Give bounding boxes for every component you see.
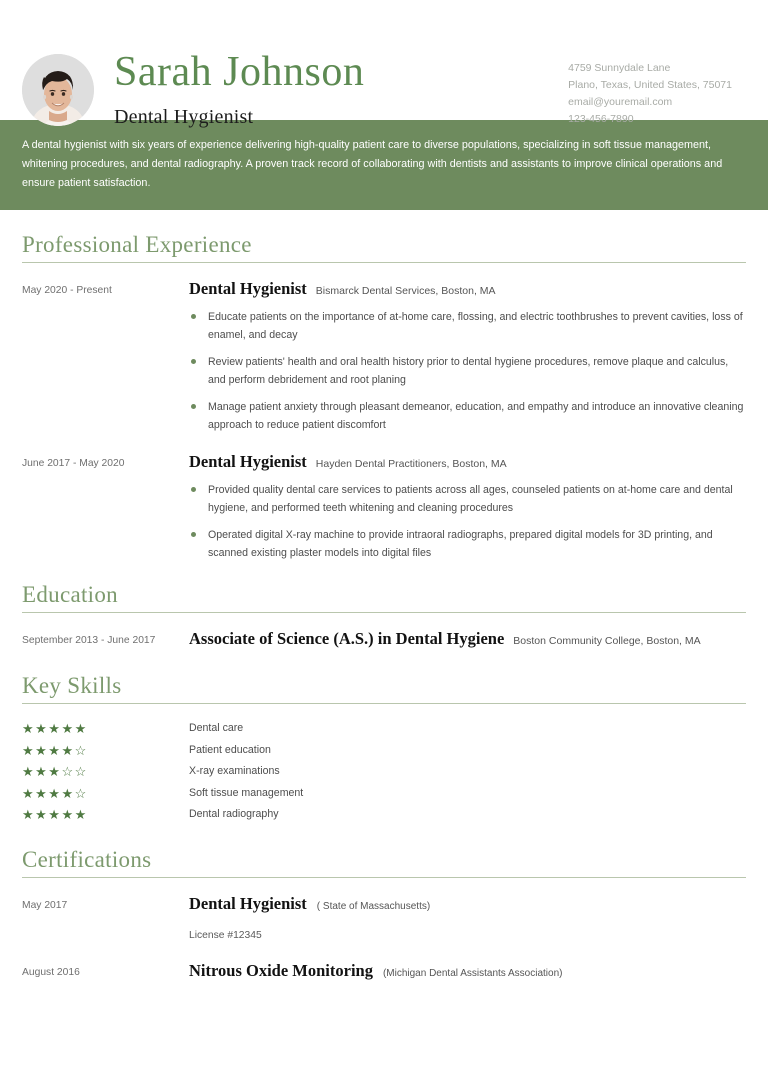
experience-dates: June 2017 - May 2020 xyxy=(22,458,125,469)
experience-entry xyxy=(22,434,746,562)
skill-item xyxy=(22,783,746,805)
profile-photo-illustration xyxy=(22,54,94,126)
certification-issuer: ( State of Massachusetts) xyxy=(316,900,431,912)
certification-name: Nitrous Oxide Monitoring xyxy=(189,960,373,980)
bullet-dot-icon xyxy=(191,404,196,409)
experience-bullets xyxy=(189,481,746,562)
star-rating-icon: ★★★★☆ xyxy=(22,742,88,758)
bullet-text: Educate patients on the importance of at-home care, flossing, and electric toothbrushes to prevent cavities, loss of enamel, and decay xyxy=(208,311,743,341)
bullet-dot-icon xyxy=(191,487,196,492)
section-key-skills xyxy=(0,651,768,826)
bullet-text: Review patients' health and oral health history prior to dental hygiene procedures, remove plaque and calculus, and perform debridement and root planing xyxy=(208,356,729,386)
profile-photo xyxy=(22,54,94,126)
education-degree: Associate of Science (A.S.) in Dental Hygiene xyxy=(189,629,505,648)
experience-company: Bismarck Dental Services, Boston, MA xyxy=(315,285,496,297)
star-rating-icon: ★★★★★ xyxy=(22,807,88,822)
education-entry xyxy=(22,613,746,651)
skill-label: Dental care xyxy=(189,722,244,734)
skill-label: X-ray examinations xyxy=(189,765,280,777)
list-item xyxy=(189,526,746,562)
bullet-dot-icon xyxy=(191,359,196,364)
section-professional-experience xyxy=(0,210,768,562)
job-title: Dental Hygienist xyxy=(114,106,254,128)
summary-band: A dental hygienist with six years of experience delivering high-quality patient care to diverse populations, specializing in soft tissue management, whitening procedures, and dental radiography. A proven track record of collaborating with dentists and assistants to improve clinical operations and ensure patient satisfaction. xyxy=(0,120,768,210)
section-education xyxy=(0,562,768,651)
section-certifications xyxy=(0,826,768,984)
section-heading-certifications: Certifications xyxy=(22,846,746,878)
skills-list xyxy=(22,704,746,826)
star-rating-icon: ★★★★★ xyxy=(22,721,88,736)
experience-role: Dental Hygienist xyxy=(189,452,307,471)
bullet-dot-icon xyxy=(191,532,196,537)
skill-item xyxy=(22,804,746,826)
bullet-text: Manage patient anxiety through pleasant demeanor, education, and empathy and introduce an innovative cleaning approach to reduce patient discomfort xyxy=(208,401,744,431)
bullet-dot-icon xyxy=(191,314,196,319)
skill-label: Patient education xyxy=(189,743,271,756)
certification-name: Dental Hygienist xyxy=(189,893,307,913)
experience-role: Dental Hygienist xyxy=(189,279,307,298)
contact-phone[interactable]: 123-456-7890 xyxy=(568,113,634,125)
certification-entry xyxy=(22,945,746,984)
education-dates: September 2013 - June 2017 xyxy=(22,635,156,646)
skill-item xyxy=(22,740,746,762)
experience-dates: May 2020 - Present xyxy=(22,285,112,296)
experience-entry xyxy=(22,263,746,434)
education-school: Boston Community College, Boston, MA xyxy=(513,635,701,647)
star-rating-icon: ★★★☆☆ xyxy=(22,764,88,779)
page-title: Sarah Johnson xyxy=(114,49,365,95)
certification-date: May 2017 xyxy=(22,899,68,911)
certification-issuer: (Michigan Dental Assistants Association) xyxy=(382,967,563,979)
identity-block xyxy=(94,48,568,130)
section-heading-education: Education xyxy=(22,581,746,613)
skill-item xyxy=(22,761,746,783)
list-item xyxy=(189,481,746,517)
experience-company: Hayden Dental Practitioners, Boston, MA xyxy=(315,458,507,470)
contact-address-line2: Plano, Texas, United States, 75071 xyxy=(568,79,732,91)
certification-entry xyxy=(22,878,746,945)
star-rating-icon: ★★★★☆ xyxy=(22,785,88,801)
contact-address-line1: 4759 Sunnydale Lane xyxy=(568,62,671,74)
avatar xyxy=(22,54,94,126)
section-heading-skills: Key Skills xyxy=(22,672,746,704)
experience-bullets xyxy=(189,308,746,434)
resume-header xyxy=(0,0,768,128)
skill-label: Soft tissue management xyxy=(189,786,304,799)
bullet-text: Operated digital X-ray machine to provide intraoral radiographs, prepared digital models for 3D printing, and scanned existing plaster models into digital files xyxy=(208,529,713,559)
contact-info xyxy=(568,48,746,128)
list-item xyxy=(189,308,746,344)
bullet-text: Provided quality dental care services to patients across all ages, counseled patients on at-home care and dental hygiene, and performed teeth whitening and cleaning procedures xyxy=(208,484,733,514)
certification-license: License #12345 xyxy=(189,929,262,941)
section-heading-experience: Professional Experience xyxy=(22,231,746,263)
skill-item xyxy=(22,718,746,740)
certification-date: August 2016 xyxy=(22,966,80,978)
list-item xyxy=(189,353,746,389)
contact-email[interactable]: email@youremail.com xyxy=(568,96,673,108)
list-item xyxy=(189,398,746,434)
skill-label: Dental radiography xyxy=(189,808,279,820)
